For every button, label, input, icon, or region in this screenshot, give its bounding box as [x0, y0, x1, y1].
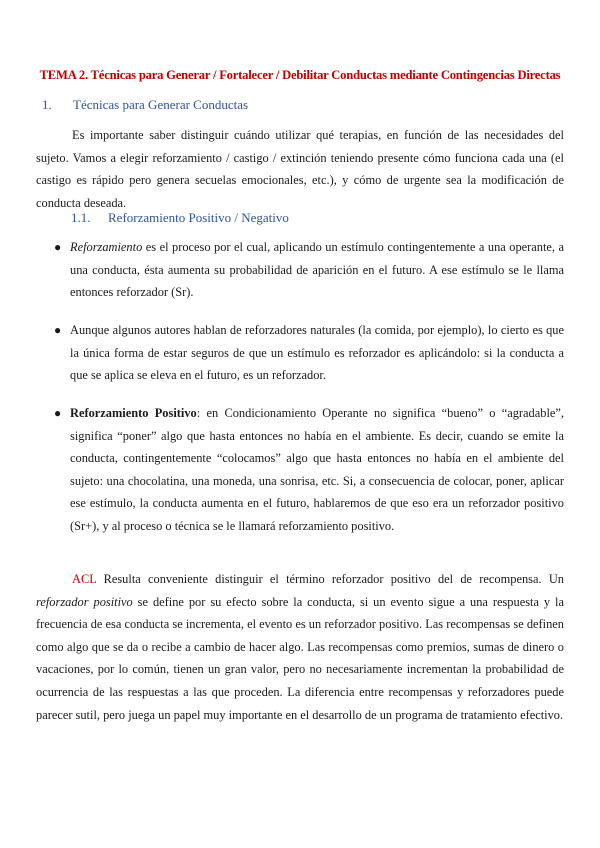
subsection-heading — [71, 210, 289, 226]
bullet-icon: ● — [54, 240, 62, 254]
bullet-item — [54, 236, 564, 304]
section-heading-text: Técnicas para Generar Conductas — [73, 97, 249, 112]
acl-tag: ACL — [72, 572, 97, 586]
bullet-lead-term: Reforzamiento — [70, 240, 143, 254]
bullet-icon: ● — [54, 406, 62, 420]
bullet-text: es el proceso por el cual, aplicando un estímulo contingentemente a una operante, a una conducta, ésta aumenta su probabilidad de aparición en el futuro. A ese estímulo se le llama entonces reforzador (Sr). — [70, 240, 564, 300]
bullet-item — [54, 402, 564, 538]
acl-text-part1: Resulta conveniente distinguir el término reforzador positivo del de recompensa. Un — [96, 572, 564, 586]
acl-paragraph — [36, 568, 564, 726]
bullet-item — [54, 319, 564, 387]
bullet-text: Aunque algunos autores hablan de reforzadores naturales (la comida, por ejemplo), lo cierto es que la única forma de estar seguros de que un estímulo es reforzador es aplicándolo: si la conducta a que se aplica se eleva en el futuro, es un reforzador. — [70, 323, 564, 383]
acl-text-part2: se define por su efecto sobre la conducta, si un evento sigue a una respuesta y la frecuencia de esa conducta se incrementa, el evento es un reforzador positivo. Las recompensas se definen como algo que se da o recibe a cambio de hacer algo. Las recompensas como premios, sumas de dinero o vacaciones, por lo común, tienen un gran valor, pero no necesariamente incrementan la probabilidad de ocurrencia de las respuestas a las que proceden. La diferencia entre recompensas y reforzadores puede parecer sutil, pero juega un papel muy importante en el desarrollo de un programa de tratamiento efectivo. — [36, 594, 564, 722]
bullet-text: : en Condicionamiento Operante no significa “bueno” o “agradable”, significa “poner” algo que hasta entonces no había en el ambiente. Es decir, cuando se emite la conducta, contingentemente “colocamos” algo que hasta entonces no había en el ambiente del sujeto: una chocolatina, una moneda, una sonrisa, etc. Si, a consecuencia de colocar, poner, aplicar ese estímulo, la conducta aumenta en el futuro, hablaremos de que eso era un reforzador positivo (Sr+), y al proceso o técnica se le llamará reforzamiento positivo. — [70, 406, 564, 533]
bullet-lead-term: Reforzamiento Positivo — [70, 406, 197, 420]
bullet-icon: ● — [54, 323, 62, 337]
subsection-heading-text: Reforzamiento Positivo / Negativo — [108, 210, 289, 225]
document-title: TEMA 2. Técnicas para Generar / Fortalecer / Debilitar Conductas mediante Contingencias Directas — [39, 68, 561, 82]
subsection-number: 1.1. — [71, 210, 91, 225]
acl-italic-term: reforzador positivo — [36, 594, 133, 609]
intro-paragraph: Es importante saber distinguir cuándo utilizar qué terapias, en función de las necesidades del sujeto. Vamos a elegir reforzamiento / castigo / extinción teniendo presente cómo funciona cada una (el castigo es rápido pero genera secuelas emocionales, etc.), y cómo de urgente sea la modificación de conducta deseada. — [36, 128, 564, 210]
section-heading — [42, 97, 248, 113]
section-number: 1. — [42, 97, 52, 112]
